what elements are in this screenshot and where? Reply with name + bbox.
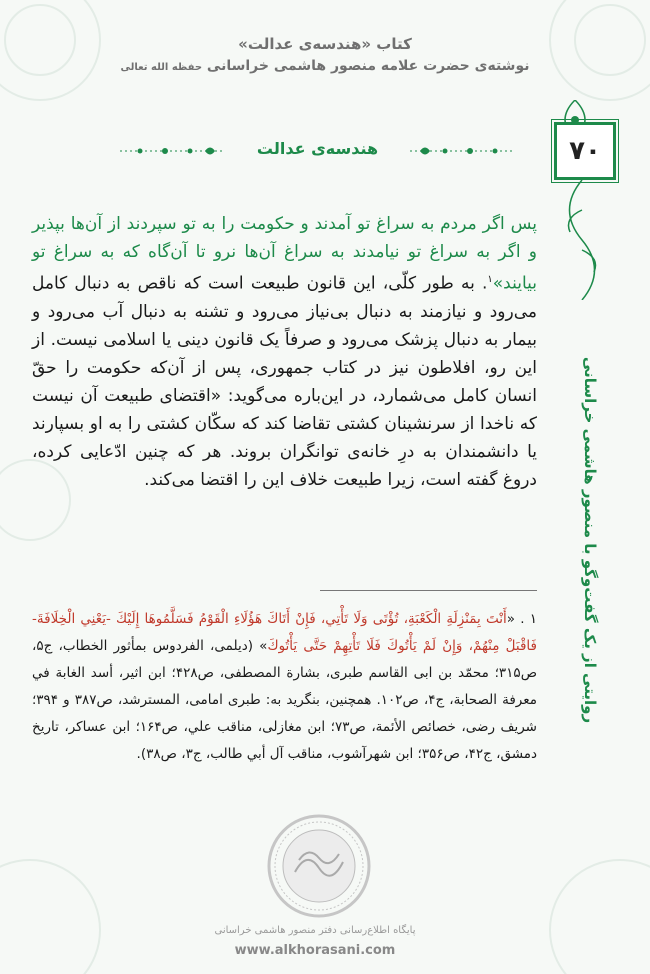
seal-logo [265,812,373,920]
paragraph-text: . به طور کلّی، این قانون طبیعت است که ناقص به دنبال کامل می‌رود و نیازمند به دنبال بی‌نیاز می‌رود و تشنه به دنبال آب می‌رود و بیمار به دنبال پزشک می‌رود و صرفاً یک قانون دینی یا اسلامی نیست. از این رو، افلاطون نیز در کتاب جمهوری، پس از آن‌که حکومت را حقّ انسان کامل می‌شمارد، در این‌باره می‌گوید: «اقتضای طبیعت آن نیست که ناخدا از سرنشینان کشتی تقاضا کند که سکّان کشتی را به او بسپارند یا دانشمندان به درِ خانه‌ی توانگران بروند. هر که چنین ادّعایی کرده، دروغ گفته است، زیرا طبیعت خلاف این را اقتضا می‌کند. [32,273,537,490]
page-number: ۷۰ [554,122,616,180]
footnote-separator [320,590,537,591]
motto: پایگاه اطلاع‌رسانی دفتر منصور هاشمی خراسانی [214,925,416,936]
website-url[interactable]: www.alkhorasani.com [234,943,396,958]
footnote-text: » (دیلمی، الفردوس بمأثور الخطاب، ج۵، ص۳۱۵؛ محمّد بن ابی القاسم طبری، بشارة المصطفی، ص۴۲۸؛ ابن اثیر، أسد الغابة في معرفة الصحابة، ج۴، ص۱۰۲. همچنین، بنگرید به: طبری امامی، المسترشد، ص۳۸۷ و ۳۹۴؛ شریف رضی، خصائص الأئمة، ص۷۳؛ ابن مغازلی، مناقب علي، ص۱۶۴؛ ابن عساکر، تاریخ دمشق، ج۴۲، ص۳۵۶؛ ابن شهرآشوب، مناقب آل أبي طالب، ج۳، ص۳۸). [32,638,538,762]
footnote-ref[interactable]: ۱ [487,274,493,285]
section-title: هندسه‌ی عدالت [225,136,410,162]
author-honorific: حفظه الله تعالی [120,62,203,73]
book-header [20,34,630,78]
footnote-arabic: أَنْتَ بِمَنْزِلَةِ الْكَعْبَةِ، تُؤْتَى وَلَا تَأْتِي، فَإِنْ أَتَاكَ هَؤُلَاءِ الْقَوْمُ فَسَلَّمُوهَا إِلَيْكَ -يَعْنِي الْخِلَافَةَ- فَاقْبَلْ مِنْهُمْ، وَإِنْ لَمْ يَأْتُوكَ فَلَا تَأْتِهِمْ حَتَّى يَأْتُوكَ [32,611,537,654]
author-line: نوشته‌ی حضرت علامه منصور هاشمی خراسانی حفظه الله تعالی [120,58,530,74]
footnote [32,606,537,768]
quote-text: پس اگر مردم به سراغ تو آمدند و حکومت را به تو سپردند از آن‌ها بپذیر و اگر به سراغ تو نیامدند به سراغ آن‌ها نرو تا آن‌گاه که به سراغ تو بیایند» [32,214,537,294]
body-text [32,210,537,494]
book-title: کتاب «هندسه‌ی عدالت» [238,35,412,53]
side-title: روایتی از یک گفت‌وگو با منصور هاشمی خراسانی [580,356,599,724]
footnote-number: ۱ . « [506,611,537,627]
